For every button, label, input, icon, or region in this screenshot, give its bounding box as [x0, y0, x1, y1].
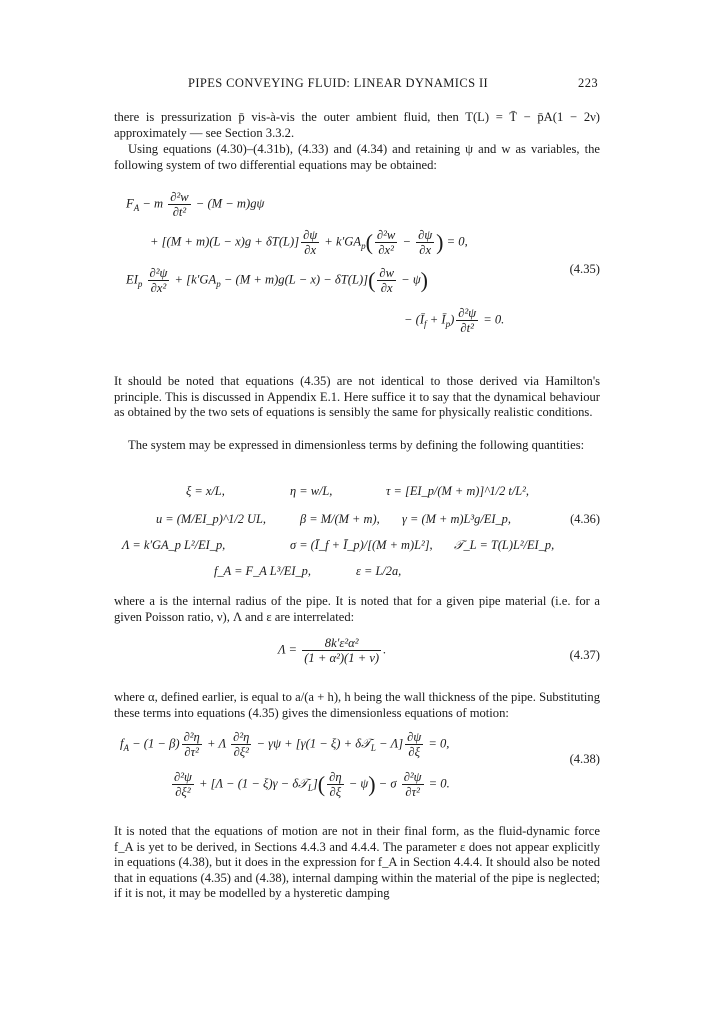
eq436-r1c1: ξ = x/L,: [186, 484, 225, 498]
eq437-number: (4.37): [569, 648, 600, 662]
eq436-r2c3: γ = (M + m)L³g/EI_p,: [402, 512, 511, 526]
equation-4-38: [114, 730, 600, 814]
paragraph-3: It should be noted that equations (4.35) are not identical to those derived via Hamilton's principle. This is discussed in Appendix E.1. Here suffice it to say that the dynamical behaviour as obtained by the two sets of equations is sensibly the same for physically realistic conditions.: [114, 374, 600, 420]
page-number: 223: [578, 76, 598, 90]
eq436-r3c2: σ = (Ī_f + Ī_p)/[(M + m)L²],: [290, 538, 433, 552]
eq435-line2: + [(M + m)(L − x)g + δT(L)] $\frac{\partial\psi}{\partial x}$ + $k'GA_p$( $\frac{\text{∂²w}}{\text{∂x²}}$ − $\frac{\partial\psi}{\partial x}$ ) = 0,: [150, 228, 468, 257]
eq438-number: (4.38): [569, 752, 600, 766]
paragraph-1: there is pressurization p̄ vis-à-vis the outer ambient fluid, then T(L) = T̄ − p̄A(1 − 2ν) approximately — see Section 3.3.2.: [114, 110, 600, 140]
eq436-number: (4.36): [570, 512, 600, 526]
eq438-line1: $f_A - (1 - \beta)$ $\frac{\text{∂²η}}{\text{∂τ²}}$ + Λ $\frac{\text{∂²η}}{\text{∂ξ²}}$ − γψ + [γ(1 − ξ) + δ𝒯$_L$ − Λ] $\frac{\partial\psi}{\partial\xi}$ = 0,: [120, 730, 450, 759]
running-title: PIPES CONVEYING FLUID: LINEAR DYNAMICS II: [188, 76, 489, 90]
equation-4-36: [114, 484, 600, 590]
eq435-number: (4.35): [569, 262, 600, 276]
equation-4-37: [114, 636, 600, 680]
eq436-r2c2: β = M/(M + m),: [300, 512, 380, 526]
paragraph-4: The system may be expressed in dimensionless terms by defining the following quantities:: [128, 438, 585, 452]
eq436-r4c2: ε = L/2a,: [356, 564, 402, 578]
eq436-r1c3: τ = [EI_p/(M + m)]^1/2 t/L²,: [386, 484, 529, 498]
eq436-r4c1: f_A = F_A L³/EI_p,: [214, 564, 311, 578]
eq436-r3c1: Λ = k′GA_p L²/EI_p,: [122, 538, 226, 552]
eq436-r1c2: η = w/L,: [290, 484, 333, 498]
paragraph-6: where α, defined earlier, is equal to a/(a + h), h being the wall thickness of the pipe. Substituting these terms into equations (4.35) gives the dimensionless equations of motion:: [114, 690, 600, 720]
eq437-expression: Λ = $\frac{\text{8k′ε²α²}}{\text{(1 + α²)(1 + ν)}}$ .: [278, 636, 387, 665]
paragraph-7: It is noted that the equations of motion are not in their final form, as the fluid-dynamic force f_A is yet to be derived, in Sections 4.4.3 and 4.4.4. The parameter ε does not appear explicitly in equations (4.38), but it does in the expression for f_A in Section 4.4.4. It should also be noted that in equations (4.35) and (4.38), internal damping within the material of the pipe is neglected; if it is not, it may be modelled by a hysteretic damping: [114, 824, 600, 901]
paragraph-2: Using equations (4.30)–(4.31b), (4.33) and (4.34) and retaining ψ and w as variables, the following system of two differential equations may be obtained:: [114, 142, 600, 172]
eq438-line2: $\frac{\text{∂²ψ}}{\text{∂ξ²}}$ + [Λ − (1 − ξ)γ − δ𝒯$_L$]( $\frac{\partial\eta}{\partial\xi}$ − ψ) − σ $\frac{\text{∂²ψ}}{\text{∂τ²}}$ = 0.: [174, 770, 450, 799]
eq436-r2c1: u = (M/EI_p)^1/2 UL,: [156, 512, 266, 526]
eq435-line4: − ($Ī_f$ + $Ī_p$) $\frac{\text{∂²ψ}}{\text{∂t²}}$ = 0.: [404, 306, 505, 335]
running-header: [188, 76, 598, 91]
paragraph-5: where a is the internal radius of the pipe. It is noted that for a given pipe material (i.e. for a given Poisson ratio, ν), Λ and ε are interrelated:: [114, 594, 600, 624]
equation-4-35: [114, 190, 600, 360]
eq435-line1: $F_A - m$ $\frac{\text{∂²w}}{\text{∂t²}}$ − (M − m)gψ: [126, 190, 265, 219]
eq435-line3: $EI_p$ $\frac{\text{∂²ψ}}{\text{∂x²}}$ + $[k'GA_p - (M + m)g(L - x) - \delta T(L)]$( $\frac{\partial w}{\partial x}$ − ψ): [126, 266, 428, 295]
eq436-r3c3: 𝒯_L = T(L)L²/EI_p,: [454, 538, 555, 552]
